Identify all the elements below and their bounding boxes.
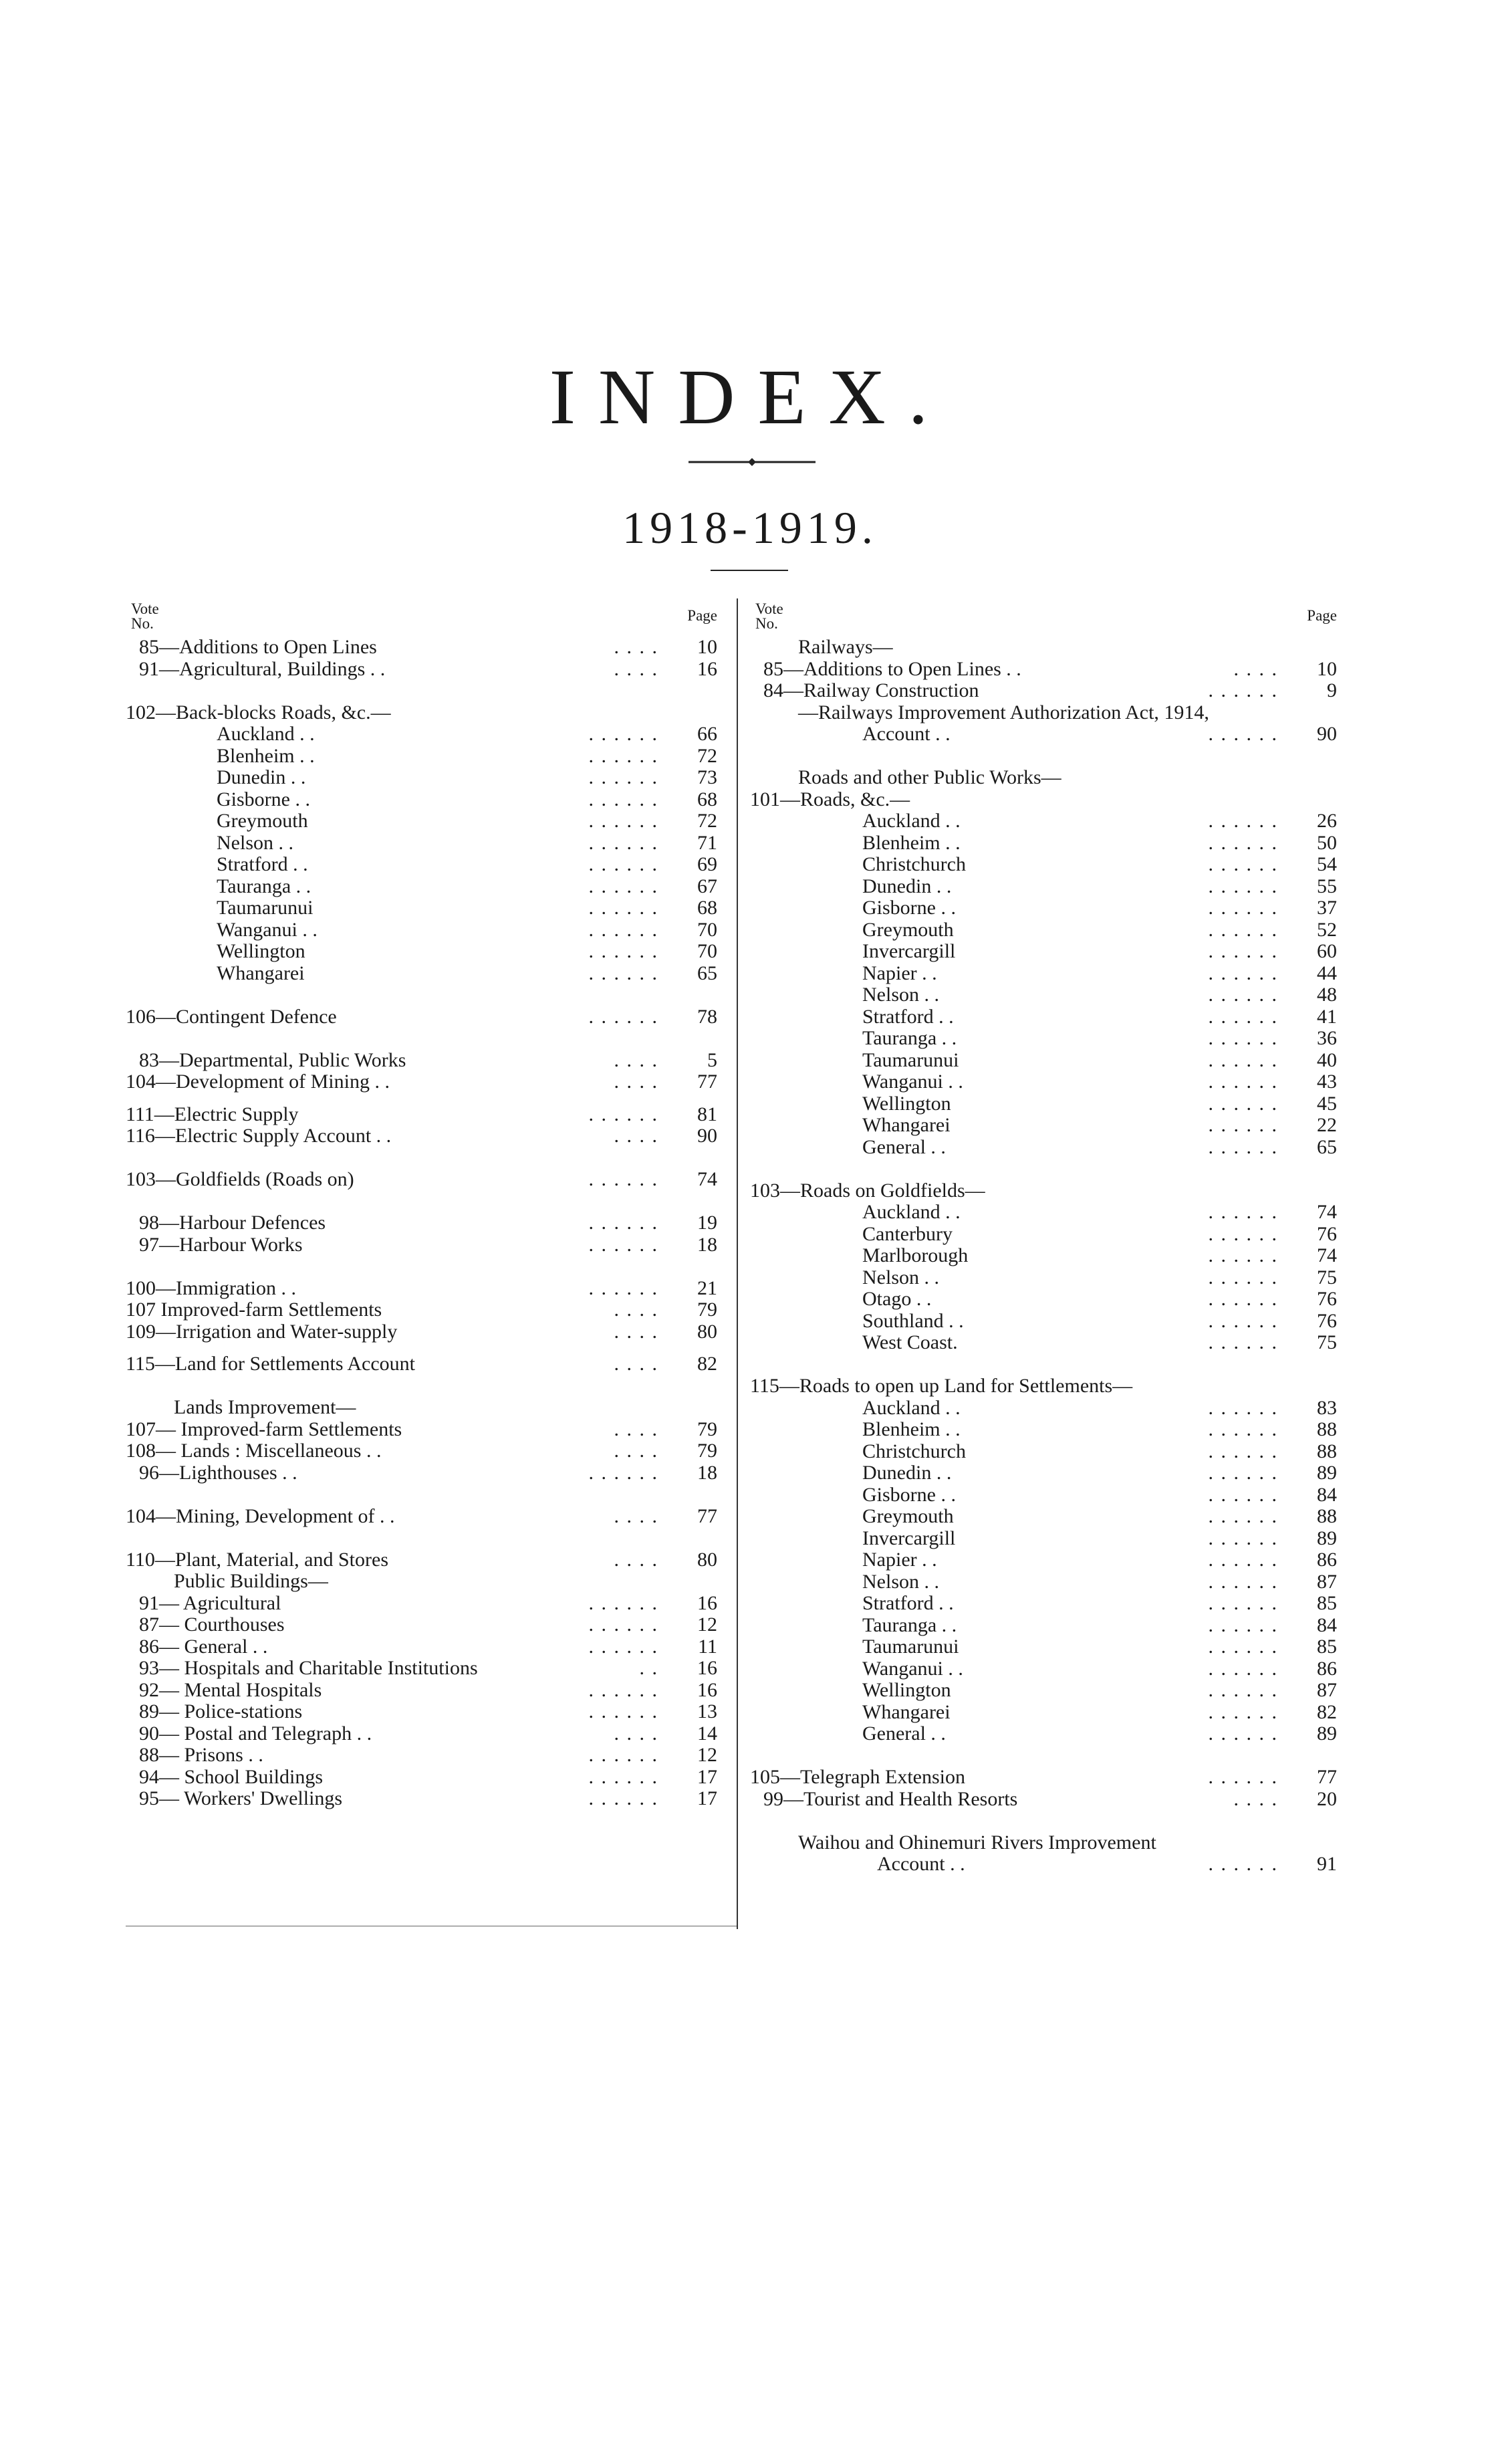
index-entry: 90— Postal and Telegraph . . . . . . 14 <box>139 1722 717 1745</box>
index-entry: Blenheim . . . . . . . . 88 <box>862 1418 1337 1440</box>
index-entry: Auckland . . . . . . . . 74 <box>862 1201 1337 1223</box>
index-entry: 88— Prisons . . . . . . . . 12 <box>139 1744 717 1766</box>
index-entry: 115—Land for Settlements Account . . . . 82 <box>126 1353 717 1375</box>
index-entry: 109—Irrigation and Water-supply . . . . 80 <box>126 1320 717 1343</box>
index-entry: 104—Mining, Development of . . . . . . 77 <box>126 1504 717 1527</box>
index-entry: Invercargill . . . . . . 60 <box>862 940 1337 962</box>
index-entry: Nelson . . . . . . . . 75 <box>862 1266 1337 1289</box>
index-entry: Blenheim . . . . . . . . 72 <box>217 744 717 767</box>
index-entry: 116—Electric Supply Account . . . . . . 90 <box>126 1125 717 1147</box>
index-entry: Auckland . . . . . . . . 66 <box>217 723 717 745</box>
year-underline <box>711 570 788 571</box>
index-entry: Greymouth . . . . . . 52 <box>862 918 1337 941</box>
index-title: INDEX. <box>549 353 951 441</box>
index-entry: Taumarunui . . . . . . 68 <box>217 897 717 919</box>
index-entry: Gisborne . . . . . . . . 84 <box>862 1483 1337 1506</box>
index-entry: 89— Police-stations . . . . . . 13 <box>139 1700 717 1722</box>
index-entry: Account . . . . . . . . 91 <box>877 1853 1337 1875</box>
index-entry: 105—Telegraph Extension . . . . . . 77 <box>750 1766 1337 1788</box>
index-entry: 98—Harbour Defences . . . . . . 19 <box>139 1212 717 1234</box>
index-entry: Wellington . . . . . . 87 <box>862 1679 1337 1701</box>
vote-no-heading: Vote No. <box>131 600 159 632</box>
index-entry: 97—Harbour Works . . . . . . 18 <box>139 1233 717 1256</box>
index-entry: West Coast. . . . . . . 75 <box>862 1331 1337 1353</box>
index-entry: Napier . . . . . . . . 44 <box>862 962 1337 984</box>
index-entry: 92— Mental Hospitals . . . . . . 16 <box>139 1678 717 1701</box>
index-entry: 85—Additions to Open Lines . . . . 10 <box>139 636 717 658</box>
index-entry: Blenheim . . . . . . . . 50 <box>862 831 1337 854</box>
index-entry: Dunedin . . . . . . . . 89 <box>862 1462 1337 1484</box>
index-entry: Nelson . . . . . . . . 48 <box>862 984 1337 1006</box>
index-entry: 104—Development of Mining . . . . . . 77 <box>126 1071 717 1093</box>
index-entry: 84—Railway Construction . . . . . . 9 <box>763 679 1337 701</box>
index-entry: Tauranga . . . . . . . . 84 <box>862 1613 1337 1636</box>
index-group-heading: Public Buildings— <box>174 1570 328 1592</box>
index-entry: —Railways Improvement Authorization Act, 1914, <box>798 701 1209 723</box>
left-column-header <box>126 602 717 637</box>
index-entry: Tauranga . . . . . . . . 67 <box>217 875 717 897</box>
index-entry: 110—Plant, Material, and Stores . . . . 80 <box>126 1548 717 1571</box>
index-entry: Nelson . . . . . . . . 87 <box>862 1570 1337 1593</box>
right-column <box>750 602 1337 1876</box>
title-ornament <box>689 457 816 467</box>
index-entry: Whangarei . . . . . . 22 <box>862 1114 1337 1136</box>
index-entry: Account . . . . . . . . 90 <box>862 723 1337 745</box>
index-entry: Gisborne . . . . . . . . 37 <box>862 897 1337 919</box>
index-entry: Taumarunui . . . . . . 85 <box>862 1636 1337 1658</box>
index-entry: Southland . . . . . . . . 76 <box>862 1309 1337 1332</box>
index-entry: 94— School Buildings . . . . . . 17 <box>139 1765 717 1788</box>
index-entry: Tauranga . . . . . . . . 36 <box>862 1027 1337 1049</box>
index-entry: 91—Agricultural, Buildings . . . . . . 16 <box>139 657 717 680</box>
left-column <box>126 602 717 1810</box>
index-entry: Canterbury . . . . . . 76 <box>862 1222 1337 1245</box>
vote-no-heading: Vote No. <box>755 600 783 632</box>
index-entry: Gisborne . . . . . . . . 68 <box>217 788 717 810</box>
index-group-heading: Roads and other Public Works— <box>798 766 1061 788</box>
index-entry: Wanganui . . . . . . . . 70 <box>217 918 717 941</box>
index-entry: Whangarei . . . . . . 82 <box>862 1700 1337 1723</box>
index-entry: Auckland . . . . . . . . 83 <box>862 1396 1337 1419</box>
index-entry: 83—Departmental, Public Works . . . . 5 <box>139 1048 717 1071</box>
index-group-heading: Waihou and Ohinemuri Rivers Improvement <box>798 1831 1156 1854</box>
index-entry: Dunedin . . . . . . . . 73 <box>217 766 717 788</box>
index-entry: General . . . . . . . . 65 <box>862 1135 1337 1158</box>
index-entry: Taumarunui . . . . . . 40 <box>862 1048 1337 1071</box>
index-entry: Whangarei . . . . . . 65 <box>217 962 717 984</box>
index-entry: 99—Tourist and Health Resorts . . . . 20 <box>763 1787 1337 1810</box>
index-entry: Christchurch . . . . . . 54 <box>862 853 1337 875</box>
index-entry: 85—Additions to Open Lines . . . . . . 10 <box>763 657 1337 680</box>
index-group-heading: 103—Roads on Goldfields— <box>750 1179 985 1202</box>
index-group-heading: 115—Roads to open up Land for Settlements— <box>750 1375 1133 1397</box>
index-group-heading: 102—Back-blocks Roads, &c.— <box>126 701 391 723</box>
index-entry: Wellington . . . . . . 70 <box>217 940 717 962</box>
index-entry: Wanganui . . . . . . . . 86 <box>862 1657 1337 1680</box>
index-entry: 91— Agricultural . . . . . . 16 <box>139 1591 717 1614</box>
index-entry: Greymouth . . . . . . 72 <box>217 810 717 832</box>
index-entry: Marlborough . . . . . . 74 <box>862 1244 1337 1266</box>
page-heading: Page <box>687 607 717 624</box>
page-heading: Page <box>1307 607 1337 624</box>
index-entry: Nelson . . . . . . . . 71 <box>217 831 717 854</box>
index-entry: Wanganui . . . . . . . . 43 <box>862 1071 1337 1093</box>
index-entry: General . . . . . . . . 89 <box>862 1722 1337 1745</box>
index-entry: 107 Improved-farm Settlements . . . . 79 <box>126 1299 717 1321</box>
column-divider <box>737 598 738 1929</box>
index-entry: Greymouth . . . . . . 88 <box>862 1505 1337 1527</box>
index-entry: 107— Improved-farm Settlements . . . . 79 <box>126 1418 717 1440</box>
index-entry: 86— General . . . . . . . . 11 <box>139 1635 717 1658</box>
index-entry: Christchurch . . . . . . 88 <box>862 1440 1337 1462</box>
index-entry: Stratford . . . . . . . . 69 <box>217 853 717 875</box>
index-entry: Invercargill . . . . . . 89 <box>862 1527 1337 1549</box>
index-group-heading: 101—Roads, &c.— <box>750 788 910 810</box>
index-entry: Stratford . . . . . . . . 85 <box>862 1592 1337 1614</box>
index-entry: 100—Immigration . . . . . . . . 21 <box>126 1276 717 1299</box>
index-entry: Stratford . . . . . . . . 41 <box>862 1005 1337 1028</box>
index-entry: 108— Lands : Miscellaneous . . . . . . 79 <box>126 1440 717 1462</box>
index-entry: Napier . . . . . . . . 86 <box>862 1549 1337 1571</box>
index-year: 1918-1919. <box>622 502 878 553</box>
index-entry: 111—Electric Supply . . . . . . 81 <box>126 1103 717 1125</box>
index-entry: Dunedin . . . . . . . . 55 <box>862 875 1337 897</box>
index-entry: 95— Workers' Dwellings . . . . . . 17 <box>139 1787 717 1809</box>
index-entry: Wellington . . . . . . 45 <box>862 1092 1337 1115</box>
index-entry: Auckland . . . . . . . . 26 <box>862 810 1337 832</box>
index-entry: 96—Lighthouses . . . . . . . . 18 <box>139 1461 717 1484</box>
right-column-header <box>750 602 1337 637</box>
index-group-heading: Lands Improvement— <box>174 1396 356 1418</box>
index-group-heading: Railways— <box>798 636 893 658</box>
index-entry: Otago . . . . . . . . 76 <box>862 1288 1337 1310</box>
index-entry: 103—Goldfields (Roads on) . . . . . . 74 <box>126 1168 717 1190</box>
index-entry: 93— Hospitals and Charitable Institutions . . 16 <box>139 1657 717 1679</box>
index-entry: 87— Courthouses . . . . . . 12 <box>139 1613 717 1636</box>
index-entry: 106—Contingent Defence . . . . . . 78 <box>126 1005 717 1028</box>
